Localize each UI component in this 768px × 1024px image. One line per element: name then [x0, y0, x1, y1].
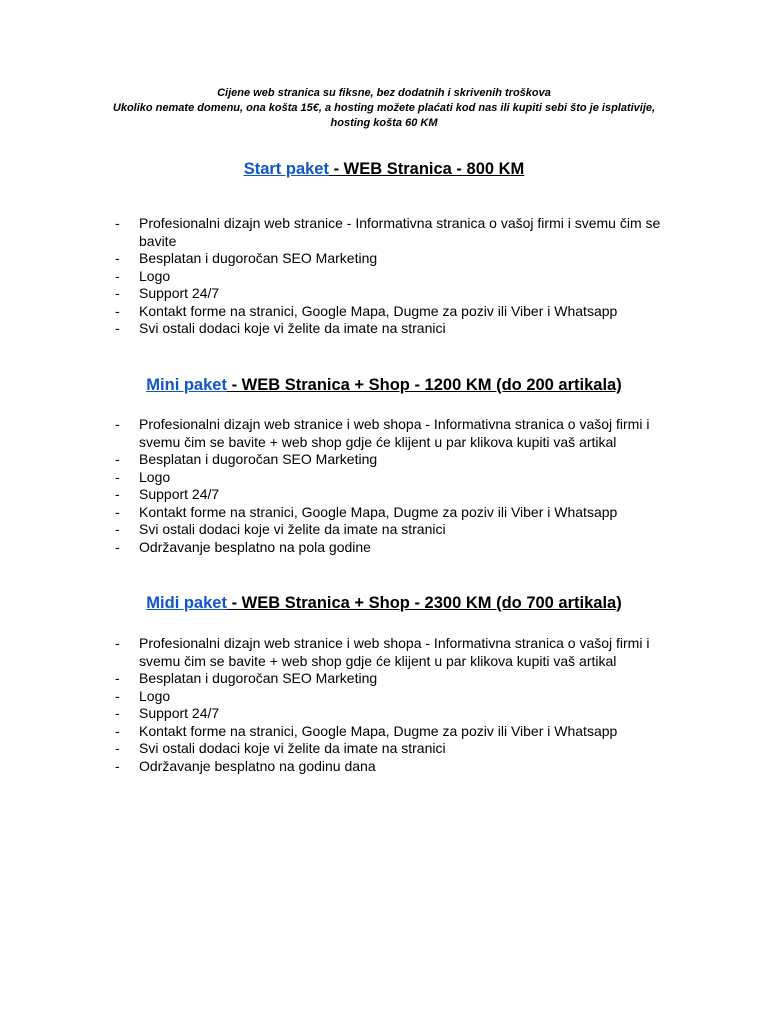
- package-title: - WEB Stranica - 800 KM: [333, 160, 525, 178]
- pricing-intro: [0, 86, 768, 131]
- feature-item: - Kontakt forme na stranici, Google Mapa, Dugme za poziv ili Viber i Whatsapp: [0, 303, 679, 321]
- feature-item: - Support 24/7: [0, 486, 679, 504]
- package-title: - WEB Stranica + Shop - 2300 KM (do 700 artikala): [231, 594, 622, 612]
- feature-list-midi: [0, 635, 679, 775]
- feature-list-mini: [0, 416, 679, 556]
- package-link-mini[interactable]: Mini paket: [146, 376, 227, 394]
- feature-item: - Support 24/7: [0, 705, 679, 723]
- feature-item: - Održavanje besplatno na pola godine: [0, 539, 679, 557]
- intro-line: hosting košta 60 KM: [330, 117, 438, 129]
- feature-item: - Logo: [0, 268, 679, 286]
- feature-item: - Svi ostali dodaci koje vi želite da imate na stranici: [0, 521, 679, 539]
- package-title: - WEB Stranica + Shop - 1200 KM (do 200 artikala): [231, 376, 622, 394]
- feature-item: - Profesionalni dizajn web stranice i web shopa - Informativna stranica o vašoj firmi i svemu čim se bavite + web shop gdje će klijent u par klikova kupiti vaš artikal: [0, 635, 679, 670]
- package-heading-start: [0, 159, 768, 179]
- feature-item: - Besplatan i dugoročan SEO Marketing: [0, 250, 679, 268]
- intro-line: Ukoliko nemate domenu, ona košta 15€, a hosting možete plaćati kod nas ili kupiti sebi što je isplativije,: [112, 102, 656, 114]
- feature-item: - Profesionalni dizajn web stranice - Informativna stranica o vašoj firmi i svemu čim se bavite: [0, 215, 679, 250]
- feature-item: - Kontakt forme na stranici, Google Mapa, Dugme za poziv ili Viber i Whatsapp: [0, 504, 679, 522]
- feature-item: - Održavanje besplatno na godinu dana: [0, 758, 679, 776]
- package-link-start[interactable]: Start paket: [243, 160, 329, 178]
- feature-item: - Svi ostali dodaci koje vi želite da imate na stranici: [0, 740, 679, 758]
- feature-item: - Besplatan i dugoročan SEO Marketing: [0, 451, 679, 469]
- feature-item: - Besplatan i dugoročan SEO Marketing: [0, 670, 679, 688]
- feature-item: - Kontakt forme na stranici, Google Mapa, Dugme za poziv ili Viber i Whatsapp: [0, 723, 679, 741]
- feature-item: - Support 24/7: [0, 285, 679, 303]
- feature-list-start: [0, 215, 679, 338]
- feature-item: - Logo: [0, 688, 679, 706]
- feature-item: - Logo: [0, 469, 679, 487]
- package-link-midi[interactable]: Midi paket: [146, 594, 227, 612]
- package-heading-midi: [0, 593, 768, 613]
- intro-line: Cijene web stranica su fiksne, bez dodatnih i skrivenih troškova: [217, 87, 551, 99]
- feature-item: - Profesionalni dizajn web stranice i web shopa - Informativna stranica o vašoj firmi i svemu čim se bavite + web shop gdje će klijent u par klikova kupiti vaš artikal: [0, 416, 679, 451]
- package-heading-mini: [0, 375, 768, 395]
- feature-item: - Svi ostali dodaci koje vi želite da imate na stranici: [0, 320, 679, 338]
